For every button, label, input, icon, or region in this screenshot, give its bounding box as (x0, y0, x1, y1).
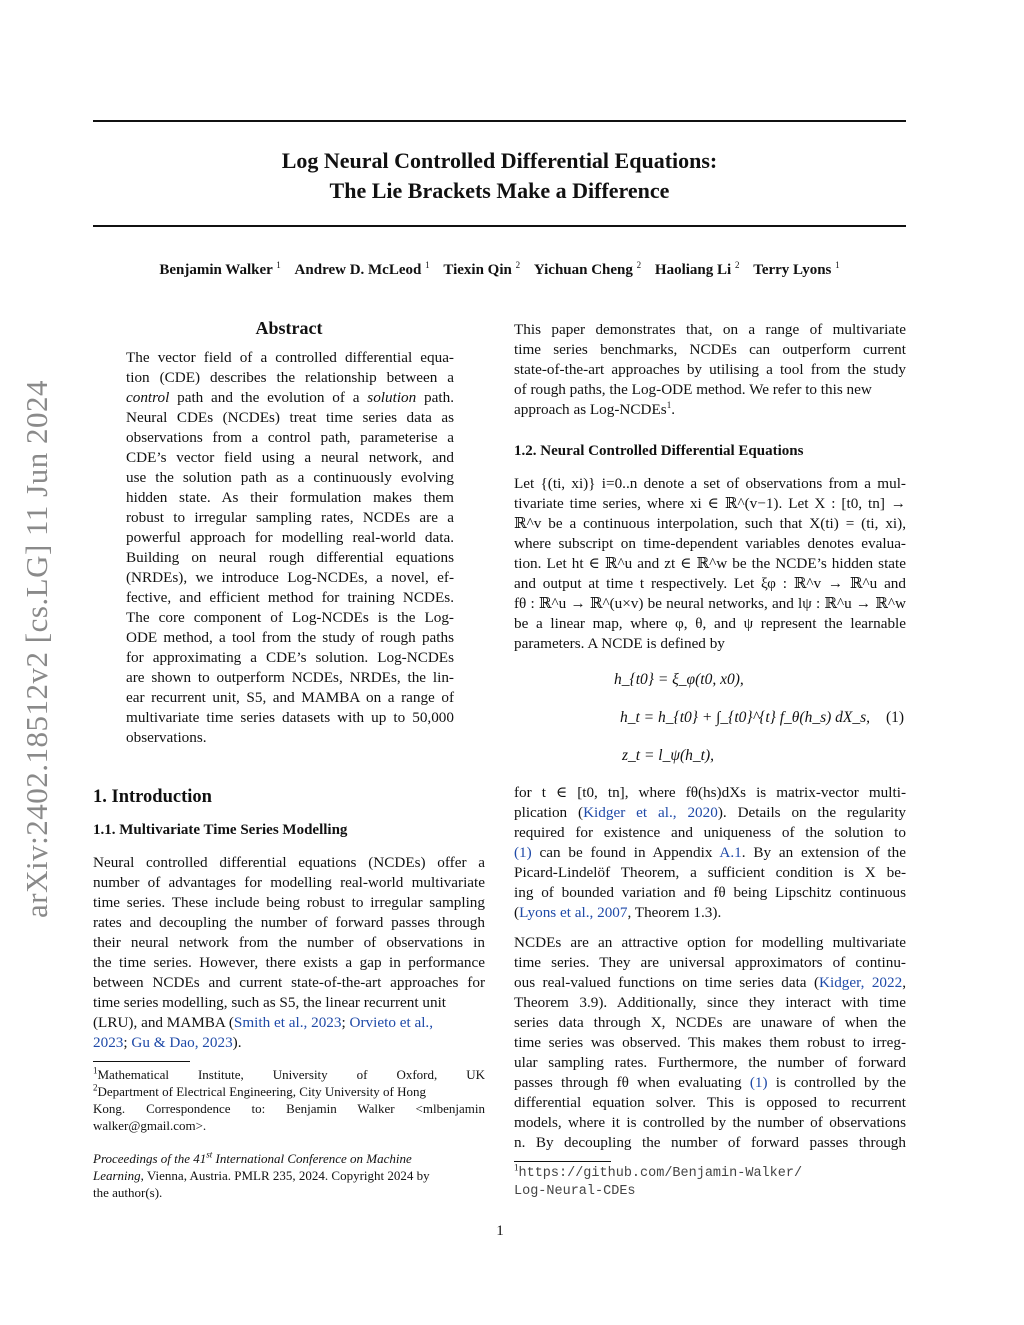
abstract-line: observations. (126, 729, 207, 746)
abstract-line: CDE’s vector field using a neural network, and (126, 449, 454, 466)
abstract-body (126, 348, 454, 748)
author: Yichuan Cheng $^2$ (533, 260, 642, 278)
citation-smith[interactable]: Smith et al., 2023 (233, 1014, 342, 1031)
top-rule (93, 120, 906, 122)
citation-orvieto[interactable]: Orvieto et al., (349, 1014, 434, 1031)
author: Andrew D. McLeod $^1$ (294, 260, 430, 278)
abstract-line: The core component of Log-NCDEs is the Log- (126, 609, 454, 626)
ncde-definition-line: Let {(ti, xi)} i=0..n denote a set of observations from a mul- (514, 475, 906, 492)
footnote-rule (93, 1061, 190, 1062)
subsection-heading-1-1: 1.1. Multivariate Time Series Modelling (93, 822, 348, 838)
intro-line: time series. These include being robust to irregular sampling (93, 894, 485, 911)
intro-line: Neural controlled differential equations (NCDEs) offer a (93, 854, 485, 871)
equation-reference-2[interactable]: (1) (749, 1074, 768, 1091)
abstract-line: powerful approach for modelling real-world data. (126, 529, 454, 546)
intro-paragraph-citations: (LRU), and MAMBA (Smith et al., 2023; Orvieto et al., 2023; Gu & Dao, 2023). (93, 1014, 434, 1051)
abstract-line: multivariate time series datasets with up to 50,000 (126, 709, 454, 726)
author: Tiexin Qin $^2$ (443, 260, 521, 278)
right-intro-paragraph-end: approach as Log-NCDEs$^1$. (514, 399, 675, 418)
abstract-line: observations from a control path, parameterise a (126, 429, 454, 446)
abstract-line: fective, and efficient method for training NCDEs. (126, 589, 454, 606)
abstract-line: for approximating a CDE’s solution. Log-NCDEs (126, 649, 454, 666)
author: Haoliang Li $^2$ (654, 260, 740, 278)
ncde-definition-line: and output at time t respectively. Let ξφ : ℝ^v → ℝ^u and (514, 575, 906, 592)
abstract-line: use the solution path as a continuously evolving (126, 469, 454, 486)
right-intro-line: of rough paths, the Log-ODE method. We refer to this new (514, 381, 872, 398)
ncde-definition-line: be a linear map, where φ, θ, and ψ represent the learnable (514, 615, 906, 632)
intro-line: number of advantages for modelling real-world multivariate (93, 874, 485, 891)
title-line-1: Log Neural Controlled Differential Equations: (281, 148, 718, 173)
footnote-rule-right (514, 1161, 611, 1162)
ncde-definition-line: where subscript on time-dependent variables denotes evalua- (514, 535, 906, 552)
equation-line-2: h_t = h_{t0} + ∫_{t0}^{t} f_θ(h_s) dX_s, (620, 709, 871, 726)
citation-lyons[interactable]: Lyons et al., 2007 (519, 904, 628, 921)
abstract-line: robust to irregular sampling rates, NCDEs are a (126, 509, 454, 526)
bottom-rule (93, 225, 906, 227)
author-list (93, 262, 906, 279)
proceedings-note: Proceedings of the 41st International Conference on Machine Learning, Vienna, Austria. PMLR 235, 2024. Copyright 2024 by the author(s). (93, 1149, 430, 1200)
ncde-definition-line: tivariate time series, where xi ∈ ℝ^(v−1). Let X : [t0, tn] → (514, 495, 906, 512)
ncde-definition-line: fθ : ℝ^u → ℝ^(u×v) be neural networks, and lψ : ℝ^u → ℝ^w (514, 595, 906, 612)
arxiv-identifier: arXiv:2402.18512v2 [cs.LG] 11 Jun 2024 (19, 380, 54, 918)
abstract-heading: Abstract (255, 318, 323, 338)
ncde-advantages-paragraph: NCDEs are an attractive option for modelling multivariate time series. They are universal approximators of continu- ous real-valued functions on time series data (Kidger, 2022, Theorem 3.9). Additionally, since they interact with time series data through X, NCDEs are unaware of when the time series was observed. This makes them robust to irreg- ular sampling rates. Furthermore, the number of forward passes through fθ when evaluating (1) is controlled by the differential equation solver. This is opposed to recurrent models, where it is controlled by the number of observations n. By decoupling the number of forward passes through (514, 934, 906, 1151)
ncde-definition-paragraph (514, 474, 906, 654)
right-intro-paragraph (514, 320, 906, 400)
citation-gu-dao[interactable]: Gu & Dao, 2023 (131, 1034, 233, 1051)
abstract-line: (NRDEs), we introduce Log-NCDEs, a novel, ef- (126, 569, 454, 586)
intro-line: rates and decoupling the number of forward passes through (93, 914, 485, 931)
intro-paragraph (93, 853, 485, 1013)
right-intro-line: time series benchmarks, NCDEs can outperform current (514, 341, 906, 358)
abstract-line: The vector field of a controlled differential equa- (126, 349, 454, 366)
abstract-line: tion (CDE) describes the relationship between a (126, 369, 454, 386)
abstract-line: Building on neural rough differential equations (126, 549, 454, 566)
appendix-reference[interactable]: A.1 (719, 844, 742, 861)
equation-line-1: h_{t0} = ξ_φ(t0, x0), (614, 671, 744, 688)
intro-line: time series modelling, such as S5, the linear recurrent unit (93, 994, 447, 1011)
abstract-line: hidden state. As their formulation makes them (126, 489, 454, 506)
equation-line-3: z_t = l_ψ(h_t), (622, 747, 714, 764)
code-footnote: $^1$https://github.com/Benjamin-Walker/ Log-Neural-CDEs (514, 1162, 803, 1199)
subsection-heading-1-2: 1.2. Neural Controlled Differential Equations (514, 443, 804, 459)
author: Terry Lyons $^1$ (753, 260, 840, 278)
citation-orvieto-year[interactable]: 2023 (93, 1034, 124, 1051)
abstract-line: are shown to outperform NCDEs, NRDEs, the lin- (126, 669, 454, 686)
section-heading-introduction: 1. Introduction (93, 787, 212, 807)
github-link-cont[interactable]: Log-Neural-CDEs (514, 1184, 636, 1199)
paper-title (93, 146, 906, 206)
abstract-line: control path and the evolution of a solution path. (126, 389, 454, 406)
equation-number: (1) (886, 709, 905, 726)
ncde-definition-line: tion. Let ht ∈ ℝ^u and zt ∈ ℝ^w be the NCDE’s hidden state (514, 555, 906, 572)
ncde-definition-line: parameters. A NCDE is defined by (514, 635, 725, 652)
github-link[interactable]: https://github.com/Benjamin-Walker/ (518, 1166, 803, 1181)
equation-reference[interactable]: (1) (514, 844, 532, 861)
intro-line: their neural network from the number of observations in (93, 934, 485, 951)
citation-kidger-2022[interactable]: Kidger, 2022 (819, 974, 903, 991)
right-intro-line: This paper demonstrates that, on a range of multivariate (514, 321, 906, 338)
page-number: 1 (496, 1223, 504, 1239)
intro-line: between NCDEs and current state-of-the-art approaches for (93, 974, 485, 991)
abstract-line: ODE method, a tool from the study of rough paths (126, 629, 454, 646)
title-line-2: The Lie Brackets Make a Difference (329, 178, 670, 203)
ncde-definition-line: ℝ^v be a continuous interpolation, such that X(ti) = (ti, xi), (514, 515, 906, 532)
intro-line: the time series. However, there exists a gap in performance (93, 954, 485, 971)
regularity-paragraph: for t ∈ [t0, tn], where fθ(hs)dXs is matrix-vector multi- plication (Kidger et al., 2020). Details on the regularity required for existence and uniqueness of the solution to (1) can be found in Appendix A.1. By an extension of the Picard-Lindelöf Theorem, a sufficient condition is X be- ing of bounded variation and fθ being Lipschitz continuous (Lyons et al., 2007, Theorem 1.3). (514, 784, 907, 921)
abstract-line: ear recurrent unit, S5, and MAMBA on a range of (126, 689, 454, 706)
author: Benjamin Walker $^1$ (159, 260, 281, 278)
citation-kidger-2020[interactable]: Kidger et al., 2020 (583, 804, 718, 821)
abstract-line: Neural CDEs (NCDEs) treat time series data as (126, 409, 454, 426)
right-intro-line: state-of-the-art approaches by utilising a tool from the study (514, 361, 906, 378)
affiliations-footnote: $^1$Mathematical Institute, University of Oxford, UK $^2$Department of Electrical Engineering, City University of Hong Kong. Correspondence to: Benjamin Walker <mlbenjamin walker@gmail.com>. (93, 1065, 485, 1133)
